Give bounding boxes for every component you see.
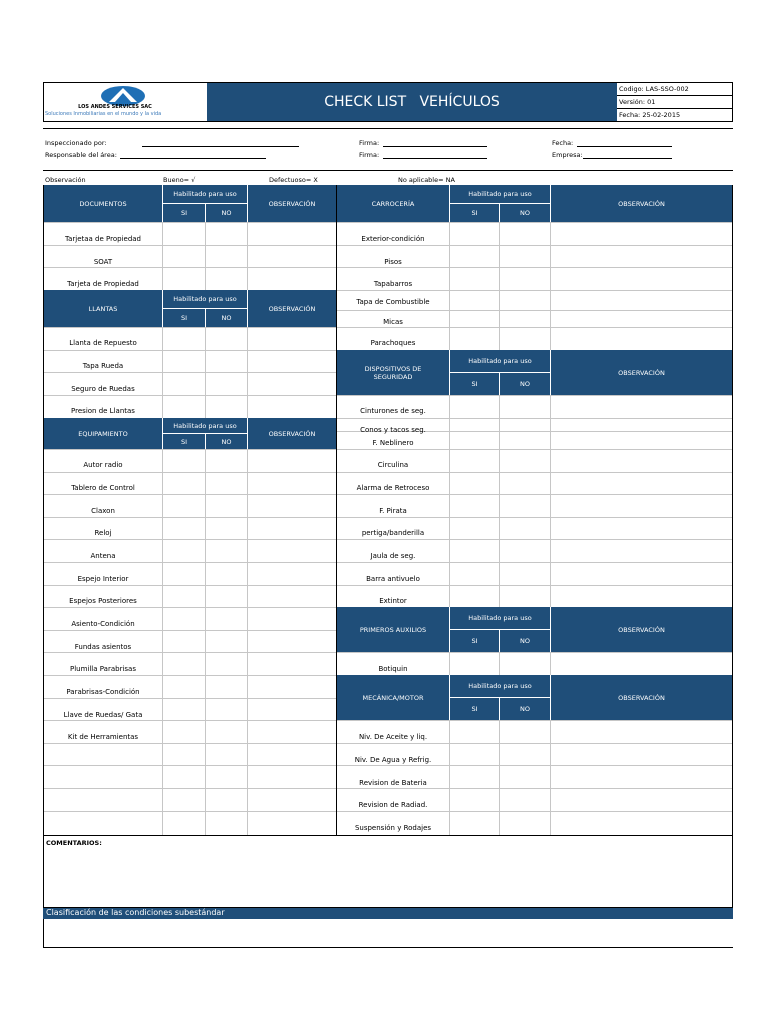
item-tapa-rueda: Tapa Rueda	[82, 362, 124, 370]
item-fundas-asientos: Fundas asientos	[74, 643, 132, 651]
habilitado-label: Habilitado para uso	[162, 418, 247, 433]
item-exterior-condicion: Exterior-condición	[361, 235, 425, 243]
item-alarma-retroceso: Alarma de Retroceso	[356, 484, 430, 492]
section-llantas	[44, 290, 336, 327]
section-title: LLANTAS	[88, 304, 118, 313]
section-dispositivos	[337, 350, 732, 395]
fecha-field[interactable]	[577, 146, 672, 147]
item-suspension-rodajes: Suspensión y Rodajes	[354, 824, 432, 832]
item-pertiga-banderilla: pertiga/banderilla	[361, 529, 425, 537]
item-llanta-repuesto: Llanta de Repuesto	[69, 339, 137, 347]
item-circulina: Circulina	[377, 461, 409, 469]
section-title: PRIMEROS AUXILIOS	[359, 625, 427, 634]
row-divider	[44, 788, 336, 789]
section-title: DOCUMENTOS	[79, 199, 127, 208]
row-divider	[337, 720, 732, 721]
item-asiento-condicion: Asiento-Condición	[71, 620, 135, 628]
item-kit-herramientas: Kit de Herramientas	[67, 733, 139, 741]
company-logo	[45, 84, 205, 120]
observacion-header: OBSERVACIÓN	[550, 675, 732, 720]
item-tapa-combustible: Tapa de Combustible	[356, 298, 430, 306]
section-carroceria	[337, 185, 732, 222]
inspeccionado-field[interactable]	[142, 146, 299, 147]
si-header: SI	[162, 433, 205, 449]
row-divider	[44, 327, 336, 328]
item-barra-antivuelo: Barra antivuelo	[366, 575, 420, 583]
clasificacion-box[interactable]	[43, 919, 733, 948]
item-espejos-posteriores: Espejos Posteriores	[69, 597, 137, 605]
responsable-label: Responsable del área:	[45, 151, 117, 159]
item-parachoques: Parachoques	[370, 339, 416, 347]
comentarios-box[interactable]	[43, 835, 733, 908]
habilitado-label: Habilitado para uso	[449, 607, 550, 629]
section-documentos	[44, 185, 336, 222]
si-header: SI	[162, 203, 205, 222]
item-seguro-ruedas: Seguro de Ruedas	[71, 385, 135, 393]
document-title: CHECK LIST VEHÍCULOS	[207, 83, 617, 121]
row-divider	[337, 222, 732, 223]
row-divider	[44, 811, 336, 812]
no-header: NO	[205, 203, 247, 222]
section-equipamiento	[44, 418, 336, 449]
legend-observacion: Observación	[45, 176, 86, 184]
item-antena: Antena	[90, 552, 116, 560]
si-header: SI	[449, 697, 499, 720]
empresa-label: Empresa:	[552, 151, 583, 159]
item-autor-radio: Autor radio	[83, 461, 123, 469]
habilitado-label: Habilitado para uso	[162, 185, 247, 203]
habilitado-label: Habilitado para uso	[449, 675, 550, 697]
row-divider	[337, 395, 732, 396]
si-header: SI	[449, 629, 499, 652]
clasificacion-label: Clasificación de las condiciones subestándar	[46, 908, 225, 917]
item-f-pirata: F. Pirata	[379, 507, 407, 515]
inspeccionado-label: Inspeccionado por:	[45, 139, 107, 147]
si-header: SI	[449, 203, 499, 222]
observacion-header: OBSERVACIÓN	[550, 185, 732, 222]
legend-bueno: Bueno= √	[163, 176, 196, 184]
section-title: EQUIPAMIENTO	[78, 429, 128, 438]
si-header: SI	[449, 372, 499, 395]
item-tarjetaa-propiedad: Tarjetaa de Propiedad	[64, 235, 142, 243]
no-header: NO	[499, 372, 550, 395]
firma-label: Firma:	[359, 139, 380, 147]
section-primeros-auxilios	[337, 607, 732, 652]
item-pisos: Pisos	[384, 258, 402, 266]
clasificacion-bar	[43, 908, 733, 919]
observacion-header: OBSERVACIÓN	[550, 607, 732, 652]
si-header: SI	[162, 308, 205, 327]
row-divider	[44, 222, 336, 223]
item-plumilla-parabrisas: Plumilla Parabrisas	[70, 665, 136, 673]
company-name: LOS ANDES SERVICES SAC	[78, 104, 152, 110]
observacion-header: OBSERVACIÓN	[247, 290, 336, 327]
section-title: MECÁNICA/MOTOR	[362, 693, 424, 702]
firma2-label: Firma:	[359, 151, 380, 159]
legend-defectuoso: Defectuoso= X	[269, 176, 318, 184]
item-cinturones: Cinturones de seg.	[360, 407, 426, 415]
item-micas: Micas	[383, 318, 403, 326]
section-title: CARROCERÍA	[371, 199, 415, 208]
row-divider	[44, 765, 336, 766]
no-header: NO	[499, 629, 550, 652]
item-nivel-agua: Niv. De Agua y Refrig.	[354, 756, 432, 764]
item-reloj: Reloj	[94, 529, 112, 537]
item-claxon: Claxon	[91, 507, 115, 515]
item-llave-ruedas: Llave de Ruedas/ Gata	[63, 711, 143, 719]
item-jaula-seg: Jaula de seg.	[370, 552, 416, 560]
item-presion-llantas: Presion de Llantas	[71, 407, 135, 415]
section-mecanica	[337, 675, 732, 720]
doc-date: Fecha: 25-02-2015	[619, 111, 681, 119]
item-espejo-interior: Espejo Interior	[77, 575, 129, 583]
item-tarjeta-propiedad: Tarjeta de Propiedad	[67, 280, 139, 288]
no-header: NO	[499, 697, 550, 720]
company-logo-icon	[93, 84, 153, 106]
item-botiquin: Botiquin	[378, 665, 408, 673]
row-divider	[337, 652, 732, 653]
no-header: NO	[499, 203, 550, 222]
item-revision-bateria: Revision de Bateria	[359, 779, 427, 787]
no-header: NO	[205, 308, 247, 327]
section-title: DISPOSITIVOS DE SEGURIDAD	[364, 364, 422, 381]
firma2-field[interactable]	[383, 158, 487, 159]
item-nivel-aceite: Niv. De Aceite y liq.	[358, 733, 428, 741]
firma-field[interactable]	[383, 146, 487, 147]
row-divider	[44, 449, 336, 450]
company-slogan: Soluciones Inmobiliarias en el mundo y la vida	[45, 111, 162, 117]
item-f-neblinero: F. Neblinero	[372, 439, 414, 447]
observacion-header: OBSERVACIÓN	[247, 185, 336, 222]
empresa-field[interactable]	[583, 158, 672, 159]
comentarios-label: COMENTARIOS:	[46, 839, 102, 847]
item-conos-tacos: Conos y tacos seg.	[360, 426, 426, 434]
habilitado-label: Habilitado para uso	[449, 350, 550, 372]
observacion-header: OBSERVACIÓN	[247, 418, 336, 449]
item-extintor: Extintor	[379, 597, 407, 605]
fecha-label: Fecha:	[552, 139, 574, 147]
item-tapabarros: Tapabarros	[373, 280, 413, 288]
legend-no-aplicable: No aplicable= NA	[398, 176, 455, 184]
responsable-field[interactable]	[120, 158, 266, 159]
item-parabrisas-condicion: Parabrisas-Condición	[66, 688, 140, 696]
doc-meta	[617, 83, 732, 121]
doc-code: Codigo: LAS-SSO-002	[619, 85, 689, 93]
item-soat: SOAT	[93, 258, 113, 266]
habilitado-label: Habilitado para uso	[449, 185, 550, 203]
item-tablero-control: Tablero de Control	[71, 484, 135, 492]
habilitado-label: Habilitado para uso	[162, 290, 247, 308]
item-revision-radiador: Revision de Radiad.	[358, 801, 428, 809]
no-header: NO	[205, 433, 247, 449]
observacion-header: OBSERVACIÓN	[550, 350, 732, 395]
doc-version: Versión: 01	[619, 98, 656, 106]
